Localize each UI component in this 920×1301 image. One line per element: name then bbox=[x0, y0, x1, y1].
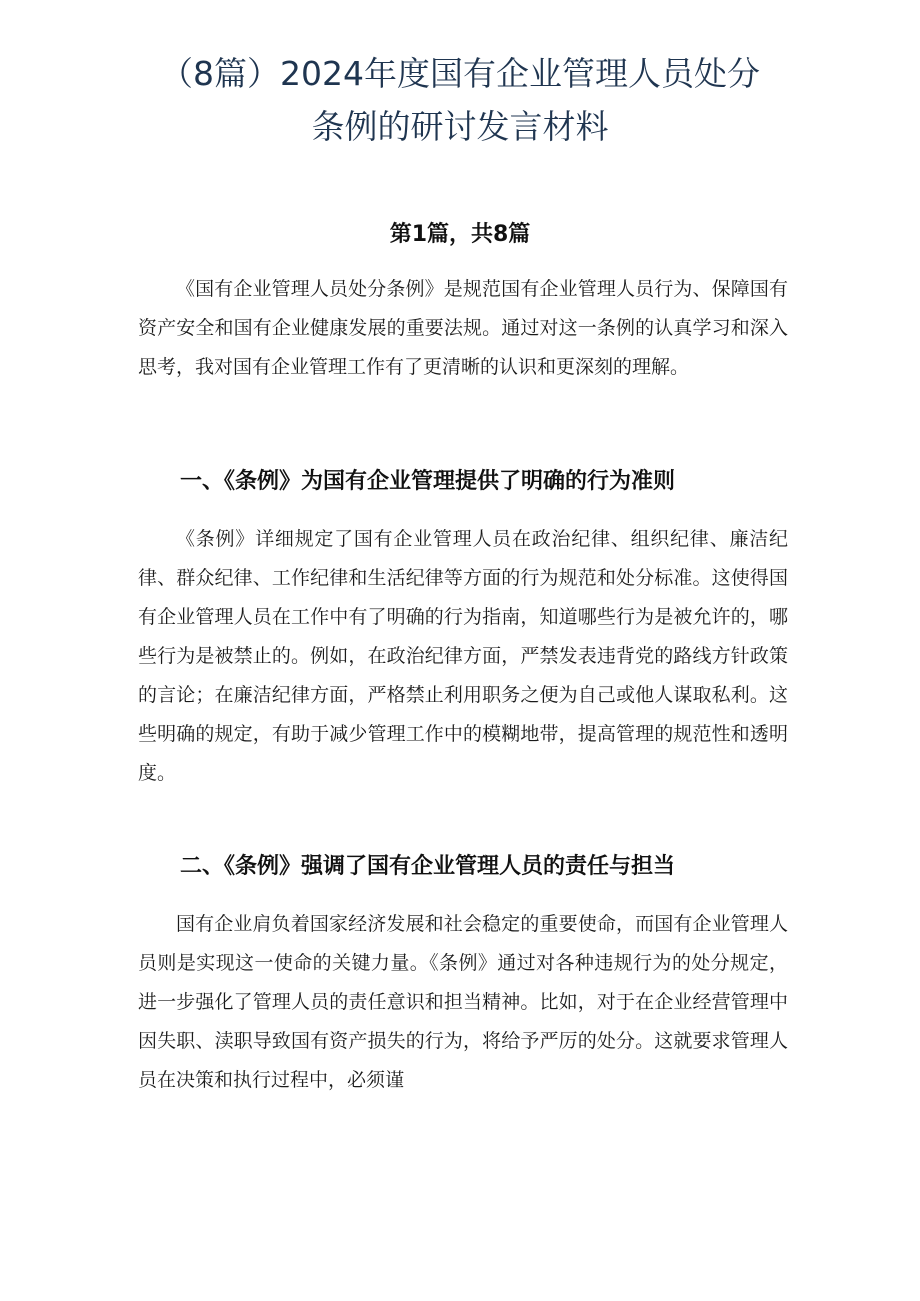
intro-paragraph: 《国有企业管理人员处分条例》是规范国有企业管理人员行为、保障国有资产安全和国有企业健康发展的重要法规。通过对这一条例的认真学习和深入思考，我对国有企业管理工作有了更清晰的认识和更深刻的理解。 bbox=[138, 278, 788, 378]
section-2-paragraph: 国有企业肩负着国家经济发展和社会稳定的重要使命，而国有企业管理人员则是实现这一使命的关键力量。《条例》通过对各种违规行为的处分规定，进一步强化了管理人员的责任意识和担当精神。比如，对于在企业经营管理中因失职、渎职导致国有资产损失的行为，将给予严厉的处分。这就要求管理人员在决策和执行过程中，必须谨 bbox=[138, 913, 788, 1091]
section-2-heading: 二、《条例》强调了国有企业管理人员的责任与担当 bbox=[180, 854, 676, 879]
document-title-line-1: （8篇）2024年度国有企业管理人员处分 bbox=[160, 54, 760, 93]
part-heading: 第1篇，共8篇 bbox=[389, 222, 531, 247]
section-1-paragraph: 《条例》详细规定了国有企业管理人员在政治纪律、组织纪律、廉洁纪律、群众纪律、工作纪律和生活纪律等方面的行为规范和处分标准。这使得国有企业管理人员在工作中有了明确的行为指南，知道哪些行为是被允许的，哪些行为是被禁止的。例如，在政治纪律方面，严禁发表违背党的路线方针政策的言论；在廉洁纪律方面，严格禁止利用职务之便为自己或他人谋取私利。这些明确的规定，有助于减少管理工作中的模糊地带，提高管理的规范性和透明度。 bbox=[138, 528, 788, 784]
section-1-heading: 一、《条例》为国有企业管理提供了明确的行为准则 bbox=[180, 469, 676, 494]
document-title-line-2: 条例的研讨发言材料 bbox=[311, 107, 609, 146]
